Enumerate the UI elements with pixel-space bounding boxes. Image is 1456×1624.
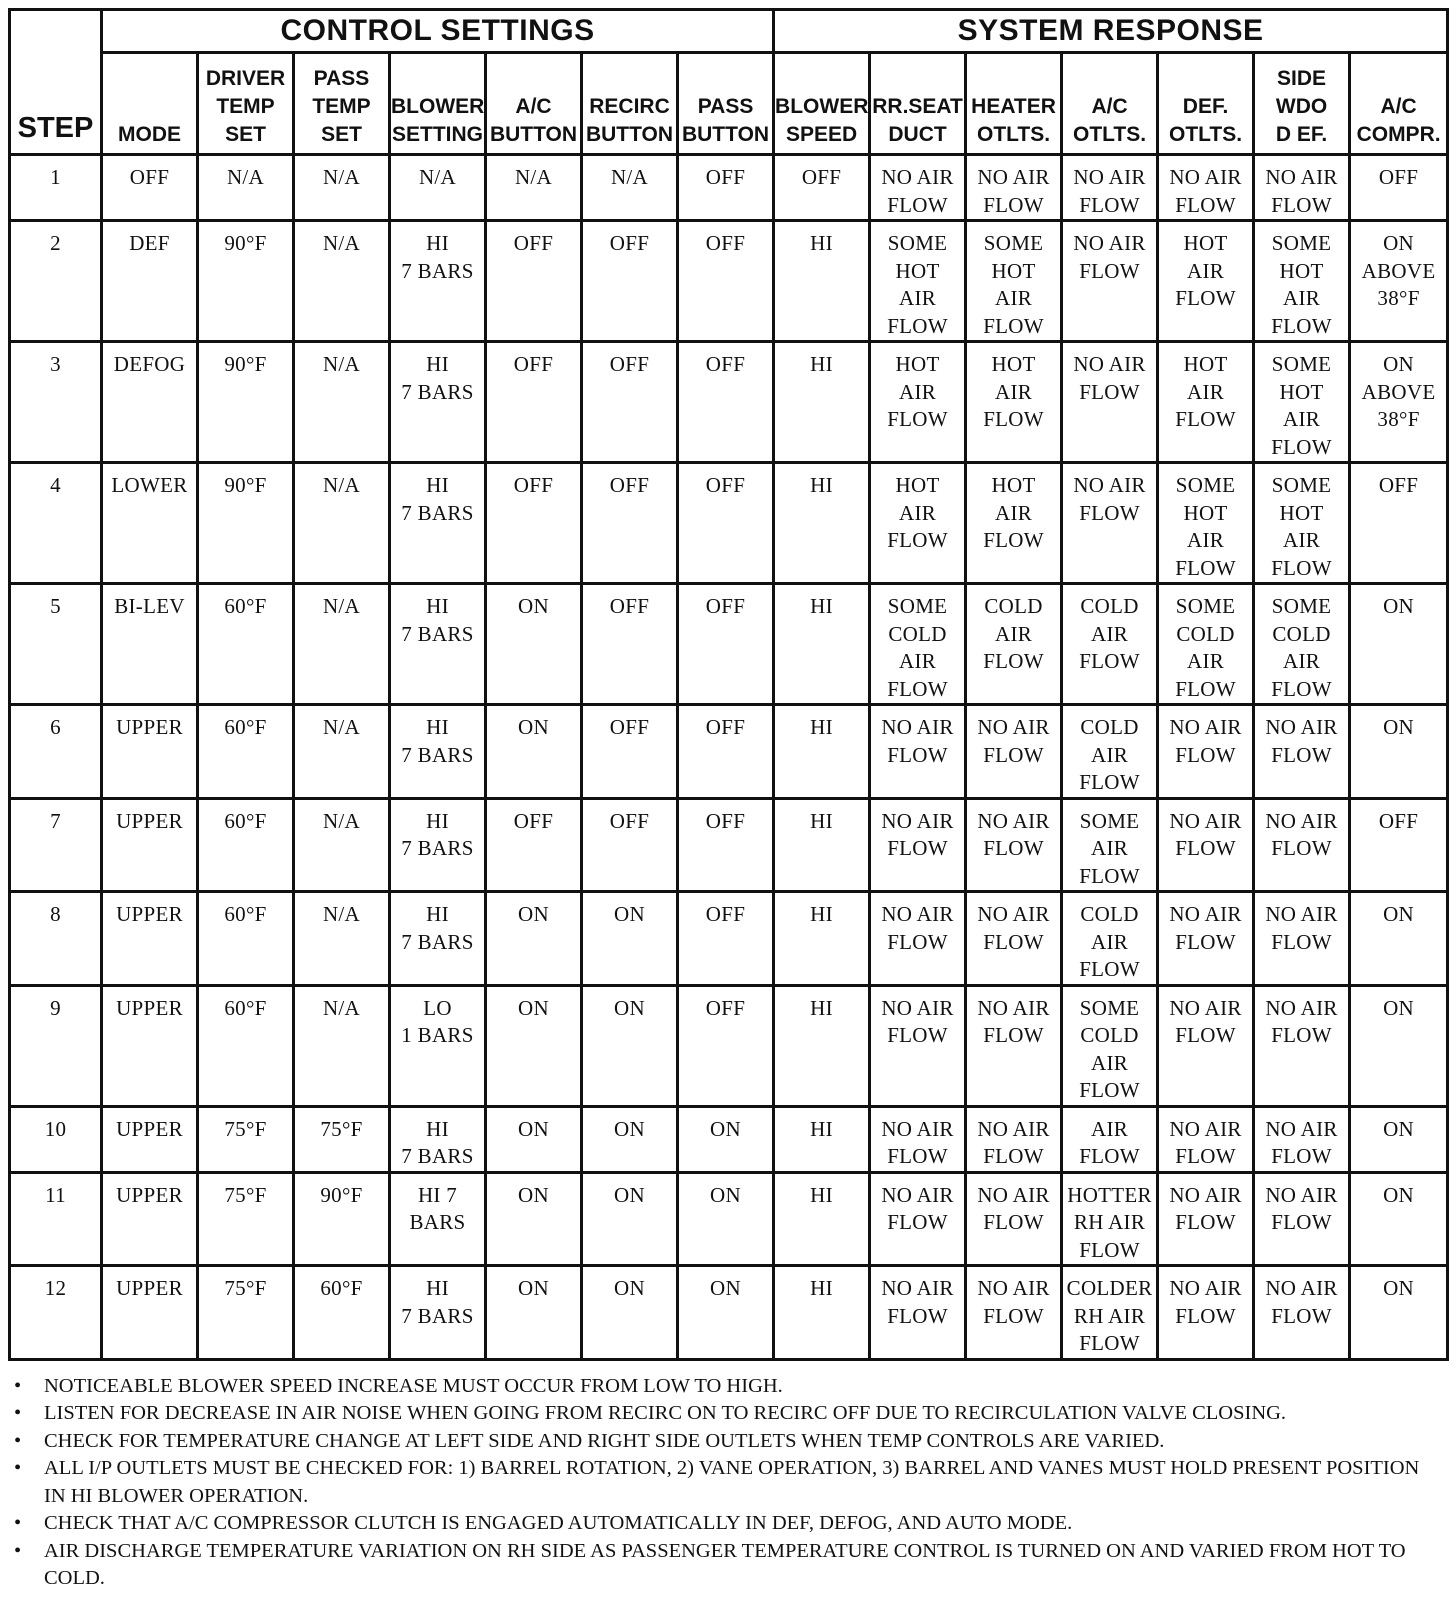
column-header bbox=[198, 53, 294, 155]
table-cell: ON bbox=[678, 1266, 774, 1360]
table-cell: HI bbox=[774, 705, 870, 799]
table-cell: OFF bbox=[678, 342, 774, 463]
table-cell: OFF bbox=[678, 985, 774, 1106]
bullet-icon: • bbox=[14, 1539, 22, 1562]
note-text: AIR DISCHARGE TEMPERATURE VARIATION ON RH SIDE AS PASSENGER TEMPERATURE CONTROL IS TURNED ON AND VARIED FROM HOT TO COLD. bbox=[44, 1539, 1406, 1589]
table-cell: ON bbox=[486, 1266, 582, 1360]
table-cell: HI bbox=[774, 1172, 870, 1266]
table-cell: SOME HOT AIR FLOW bbox=[1254, 463, 1350, 584]
table-cell: OFF bbox=[678, 705, 774, 799]
table-row bbox=[10, 584, 1448, 705]
table-cell: ON bbox=[582, 892, 678, 986]
table-cell: OFF bbox=[102, 155, 198, 221]
table-row bbox=[10, 1106, 1448, 1172]
table-cell: 90°F bbox=[198, 342, 294, 463]
table-cell: NO AIR FLOW bbox=[1254, 705, 1350, 799]
table-cell: COLDER RH AIR FLOW bbox=[1062, 1266, 1158, 1360]
column-header bbox=[1254, 53, 1350, 155]
table-cell: OFF bbox=[486, 798, 582, 892]
table-cell: SOME COLD AIR FLOW bbox=[1254, 584, 1350, 705]
table-cell: HOT AIR FLOW bbox=[870, 463, 966, 584]
table-cell: NO AIR FLOW bbox=[1254, 798, 1350, 892]
table-cell: HI bbox=[774, 463, 870, 584]
step-column-header: STEP bbox=[10, 10, 102, 155]
table-header bbox=[10, 10, 1448, 155]
table-cell: NO AIR FLOW bbox=[1062, 155, 1158, 221]
table-cell: ON bbox=[678, 1106, 774, 1172]
table-cell: NO AIR FLOW bbox=[1158, 1106, 1254, 1172]
table-cell: 60°F bbox=[198, 798, 294, 892]
step-number: 5 bbox=[10, 584, 102, 705]
table-cell: HI bbox=[774, 221, 870, 342]
table-cell: UPPER bbox=[102, 705, 198, 799]
table-cell: UPPER bbox=[102, 1172, 198, 1266]
column-header bbox=[294, 53, 390, 155]
table-row bbox=[10, 798, 1448, 892]
table-cell: OFF bbox=[1350, 798, 1448, 892]
table-cell: NO AIR FLOW bbox=[1158, 985, 1254, 1106]
table-cell: NO AIR FLOW bbox=[870, 155, 966, 221]
table-cell: ON bbox=[486, 1106, 582, 1172]
table-cell: N/A bbox=[198, 155, 294, 221]
table-cell: ON bbox=[486, 985, 582, 1106]
column-header-label: PASS BUTTON bbox=[681, 95, 770, 146]
table-cell: SOME HOT AIR FLOW bbox=[1254, 342, 1350, 463]
table-cell: HOT AIR FLOW bbox=[870, 342, 966, 463]
table-cell: NO AIR FLOW bbox=[1158, 155, 1254, 221]
table-cell: ON bbox=[486, 584, 582, 705]
notes-list bbox=[8, 1373, 1446, 1593]
table-cell: ON bbox=[486, 1172, 582, 1266]
table-cell: UPPER bbox=[102, 1106, 198, 1172]
table-cell: SOME COLD AIR FLOW bbox=[1158, 584, 1254, 705]
table-cell: HOT AIR FLOW bbox=[966, 342, 1062, 463]
table-cell: SOME AIR FLOW bbox=[1062, 798, 1158, 892]
table-cell: DEF bbox=[102, 221, 198, 342]
table-cell: HI bbox=[774, 1266, 870, 1360]
table-cell: NO AIR FLOW bbox=[1062, 221, 1158, 342]
table-cell: HI 7 BARS bbox=[390, 463, 486, 584]
table-cell: HI 7 BARS bbox=[390, 221, 486, 342]
table-cell: NO AIR FLOW bbox=[966, 1106, 1062, 1172]
table-cell: HI bbox=[774, 892, 870, 986]
table-cell: ON bbox=[1350, 705, 1448, 799]
table-cell: NO AIR FLOW bbox=[870, 1266, 966, 1360]
table-cell: N/A bbox=[294, 584, 390, 705]
table-row bbox=[10, 985, 1448, 1106]
table-cell: ON bbox=[582, 1106, 678, 1172]
table-cell: NO AIR FLOW bbox=[966, 155, 1062, 221]
bullet-icon: • bbox=[14, 1402, 22, 1424]
table-cell: ON bbox=[486, 892, 582, 986]
hvac-test-table bbox=[8, 8, 1449, 1361]
table-cell: N/A bbox=[294, 798, 390, 892]
note-text: NOTICEABLE BLOWER SPEED INCREASE MUST OCCUR FROM LOW TO HIGH. bbox=[44, 1374, 783, 1397]
column-header-label: A/C OTLTS. bbox=[1072, 95, 1147, 146]
table-cell: HOT AIR FLOW bbox=[966, 463, 1062, 584]
table-cell: ON bbox=[1350, 1266, 1448, 1360]
table-cell: HI 7 BARS bbox=[390, 1172, 486, 1266]
table-cell: AIR FLOW bbox=[1062, 1106, 1158, 1172]
table-cell: ON ABOVE 38°F bbox=[1350, 221, 1448, 342]
column-header bbox=[1350, 53, 1448, 155]
table-cell: HOTTER RH AIR FLOW bbox=[1062, 1172, 1158, 1266]
table-cell: ON bbox=[486, 705, 582, 799]
note-item bbox=[8, 1510, 1446, 1538]
column-header bbox=[1158, 53, 1254, 155]
table-cell: HI bbox=[774, 1106, 870, 1172]
table-cell: HI bbox=[774, 985, 870, 1106]
table-cell: NO AIR FLOW bbox=[870, 892, 966, 986]
table-cell: UPPER bbox=[102, 985, 198, 1106]
column-header-label: A/C BUTTON bbox=[489, 95, 578, 146]
column-header bbox=[102, 53, 198, 155]
table-cell: OFF bbox=[582, 798, 678, 892]
table-cell: 60°F bbox=[198, 705, 294, 799]
bullet-icon: • bbox=[14, 1457, 22, 1479]
table-cell: N/A bbox=[294, 463, 390, 584]
step-number: 8 bbox=[10, 892, 102, 986]
table-cell: 75°F bbox=[294, 1106, 390, 1172]
table-cell: ON bbox=[582, 1172, 678, 1266]
table-row bbox=[10, 221, 1448, 342]
table-cell: N/A bbox=[390, 155, 486, 221]
table-cell: ON bbox=[1350, 985, 1448, 1106]
column-header bbox=[582, 53, 678, 155]
table-cell: UPPER bbox=[102, 1266, 198, 1360]
table-cell: N/A bbox=[294, 155, 390, 221]
column-header-label: RECIRC BUTTON bbox=[585, 95, 674, 146]
step-number: 4 bbox=[10, 463, 102, 584]
table-cell: 90°F bbox=[198, 463, 294, 584]
column-header-row bbox=[10, 53, 1448, 155]
table-cell: 60°F bbox=[294, 1266, 390, 1360]
table-cell: HOT AIR FLOW bbox=[1158, 221, 1254, 342]
step-number: 6 bbox=[10, 705, 102, 799]
column-header-label: A/C COMPR. bbox=[1356, 95, 1441, 146]
table-cell: OFF bbox=[678, 584, 774, 705]
table-cell: NO AIR FLOW bbox=[1158, 892, 1254, 986]
table-cell: OFF bbox=[1350, 463, 1448, 584]
table-cell: NO AIR FLOW bbox=[1158, 1172, 1254, 1266]
column-header bbox=[1062, 53, 1158, 155]
table-cell: COLD AIR FLOW bbox=[1062, 705, 1158, 799]
table-cell: N/A bbox=[294, 985, 390, 1106]
table-cell: HI bbox=[774, 342, 870, 463]
table-cell: 75°F bbox=[198, 1106, 294, 1172]
table-cell: NO AIR FLOW bbox=[966, 892, 1062, 986]
table-cell: NO AIR FLOW bbox=[1254, 1172, 1350, 1266]
note-item bbox=[8, 1400, 1446, 1428]
note-text: CHECK THAT A/C COMPRESSOR CLUTCH IS ENGAGED AUTOMATICALLY IN DEF, DEFOG, AND AUTO MODE. bbox=[44, 1512, 1073, 1534]
table-cell: 90°F bbox=[198, 221, 294, 342]
table-cell: HI 7 BARS bbox=[390, 798, 486, 892]
table-cell: SOME HOT AIR FLOW bbox=[1254, 221, 1350, 342]
table-cell: OFF bbox=[582, 221, 678, 342]
bullet-icon: • bbox=[14, 1374, 22, 1397]
column-header bbox=[870, 53, 966, 155]
note-text: CHECK FOR TEMPERATURE CHANGE AT LEFT SIDE AND RIGHT SIDE OUTLETS WHEN TEMP CONTROLS ARE VARIED. bbox=[44, 1429, 1165, 1452]
table-cell: OFF bbox=[582, 463, 678, 584]
table-row bbox=[10, 892, 1448, 986]
column-header bbox=[966, 53, 1062, 155]
table-cell: ON ABOVE 38°F bbox=[1350, 342, 1448, 463]
table-cell: HI 7 BARS bbox=[390, 342, 486, 463]
table-cell: ON bbox=[1350, 584, 1448, 705]
table-cell: OFF bbox=[582, 705, 678, 799]
table-cell: SOME HOT AIR FLOW bbox=[870, 221, 966, 342]
control-settings-header: CONTROL SETTINGS bbox=[102, 10, 774, 53]
table-cell: OFF bbox=[678, 463, 774, 584]
table-cell: 60°F bbox=[198, 892, 294, 986]
table-cell: NO AIR FLOW bbox=[1158, 798, 1254, 892]
table-cell: UPPER bbox=[102, 798, 198, 892]
document-page bbox=[8, 8, 1446, 1593]
table-cell: OFF bbox=[486, 342, 582, 463]
table-cell: NO AIR FLOW bbox=[870, 1172, 966, 1266]
table-cell: OFF bbox=[486, 463, 582, 584]
table-cell: COLD AIR FLOW bbox=[1062, 584, 1158, 705]
table-cell: 60°F bbox=[198, 985, 294, 1106]
table-cell: NO AIR FLOW bbox=[966, 1266, 1062, 1360]
table-cell: HI 7 BARS bbox=[390, 584, 486, 705]
step-number: 1 bbox=[10, 155, 102, 221]
column-header-label: RR.SEAT DUCT bbox=[872, 95, 963, 146]
table-cell: OFF bbox=[678, 798, 774, 892]
table-cell: HI 7 BARS bbox=[390, 1266, 486, 1360]
table-cell: OFF bbox=[774, 155, 870, 221]
table-body bbox=[10, 155, 1448, 1360]
note-item bbox=[8, 1455, 1446, 1510]
bullet-icon: • bbox=[14, 1512, 22, 1534]
table-row bbox=[10, 1172, 1448, 1266]
table-cell: SOME COLD AIR FLOW bbox=[1062, 985, 1158, 1106]
table-cell: ON bbox=[1350, 892, 1448, 986]
table-cell: N/A bbox=[294, 342, 390, 463]
step-number: 9 bbox=[10, 985, 102, 1106]
table-cell: SOME COLD AIR FLOW bbox=[870, 584, 966, 705]
column-header-label: BLOWER SETTING bbox=[391, 95, 485, 146]
table-cell: NO AIR FLOW bbox=[1254, 892, 1350, 986]
step-number: 10 bbox=[10, 1106, 102, 1172]
table-cell: NO AIR FLOW bbox=[1254, 985, 1350, 1106]
note-item bbox=[8, 1538, 1446, 1593]
table-cell: UPPER bbox=[102, 892, 198, 986]
table-cell: HI 7 BARS bbox=[390, 705, 486, 799]
table-row bbox=[10, 705, 1448, 799]
table-cell: LOWER bbox=[102, 463, 198, 584]
table-cell: NO AIR FLOW bbox=[1254, 1106, 1350, 1172]
table-cell: ON bbox=[1350, 1106, 1448, 1172]
column-header-label: DEF. OTLTS. bbox=[1168, 95, 1243, 146]
table-cell: 75°F bbox=[198, 1266, 294, 1360]
table-cell: N/A bbox=[294, 892, 390, 986]
table-cell: SOME HOT AIR FLOW bbox=[966, 221, 1062, 342]
table-cell: HI bbox=[774, 584, 870, 705]
table-cell: N/A bbox=[294, 705, 390, 799]
table-cell: 60°F bbox=[198, 584, 294, 705]
bullet-icon: • bbox=[14, 1429, 22, 1452]
table-cell: HI 7 BARS bbox=[390, 1106, 486, 1172]
table-cell: N/A bbox=[294, 221, 390, 342]
note-text: LISTEN FOR DECREASE IN AIR NOISE WHEN GOING FROM RECIRC ON TO RECIRC OFF DUE TO RECIRCULATION VALVE CLOSING. bbox=[44, 1402, 1287, 1424]
table-row bbox=[10, 342, 1448, 463]
table-cell: NO AIR FLOW bbox=[870, 705, 966, 799]
table-cell: OFF bbox=[582, 584, 678, 705]
table-cell: HI bbox=[774, 798, 870, 892]
step-number: 12 bbox=[10, 1266, 102, 1360]
table-cell: NO AIR FLOW bbox=[966, 1172, 1062, 1266]
table-cell: HI 7 BARS bbox=[390, 892, 486, 986]
table-cell: OFF bbox=[486, 221, 582, 342]
table-cell: 75°F bbox=[198, 1172, 294, 1266]
table-row bbox=[10, 155, 1448, 221]
table-cell: OFF bbox=[678, 221, 774, 342]
table-cell: OFF bbox=[678, 892, 774, 986]
column-header-label: BLOWER SPEED bbox=[775, 95, 869, 146]
table-cell: COLD AIR FLOW bbox=[1062, 892, 1158, 986]
table-cell: NO AIR FLOW bbox=[966, 985, 1062, 1106]
column-header bbox=[774, 53, 870, 155]
column-header bbox=[486, 53, 582, 155]
table-cell: NO AIR FLOW bbox=[1062, 463, 1158, 584]
table-cell: HOT AIR FLOW bbox=[1158, 342, 1254, 463]
table-cell: ON bbox=[1350, 1172, 1448, 1266]
step-number: 2 bbox=[10, 221, 102, 342]
table-row bbox=[10, 1266, 1448, 1360]
table-cell: NO AIR FLOW bbox=[1254, 1266, 1350, 1360]
table-cell: N/A bbox=[486, 155, 582, 221]
table-cell: OFF bbox=[678, 155, 774, 221]
table-cell: OFF bbox=[1350, 155, 1448, 221]
table-cell: ON bbox=[582, 985, 678, 1106]
column-header-label: PASS TEMP SET bbox=[312, 67, 371, 146]
column-header bbox=[390, 53, 486, 155]
step-number: 7 bbox=[10, 798, 102, 892]
table-cell: NO AIR FLOW bbox=[870, 985, 966, 1106]
table-cell: NO AIR FLOW bbox=[870, 798, 966, 892]
table-row bbox=[10, 463, 1448, 584]
system-response-header: SYSTEM RESPONSE bbox=[774, 10, 1448, 53]
table-cell: NO AIR FLOW bbox=[1062, 342, 1158, 463]
table-cell: NO AIR FLOW bbox=[1158, 1266, 1254, 1360]
note-item bbox=[8, 1428, 1446, 1456]
table-cell: NO AIR FLOW bbox=[1254, 155, 1350, 221]
table-cell: NO AIR FLOW bbox=[966, 705, 1062, 799]
table-cell: 90°F bbox=[294, 1172, 390, 1266]
step-number: 3 bbox=[10, 342, 102, 463]
table-cell: SOME HOT AIR FLOW bbox=[1158, 463, 1254, 584]
table-cell: LO 1 BARS bbox=[390, 985, 486, 1106]
table-cell: ON bbox=[582, 1266, 678, 1360]
column-header-label: DRIVER TEMP SET bbox=[205, 67, 286, 146]
table-cell: BI-LEV bbox=[102, 584, 198, 705]
column-header-label: SIDE WDO D EF. bbox=[1275, 67, 1328, 146]
table-cell: N/A bbox=[582, 155, 678, 221]
column-header-label: MODE bbox=[118, 123, 181, 146]
table-cell: NO AIR FLOW bbox=[870, 1106, 966, 1172]
table-cell: COLD AIR FLOW bbox=[966, 584, 1062, 705]
table-cell: OFF bbox=[582, 342, 678, 463]
column-header bbox=[678, 53, 774, 155]
step-number: 11 bbox=[10, 1172, 102, 1266]
note-text: ALL I/P OUTLETS MUST BE CHECKED FOR: 1) BARREL ROTATION, 2) VANE OPERATION, 3) BARREL AND VANES MUST HOLD PRESENT POSITION IN HI BLOWER OPERATION. bbox=[44, 1457, 1420, 1507]
table-cell: NO AIR FLOW bbox=[1158, 705, 1254, 799]
table-cell: DEFOG bbox=[102, 342, 198, 463]
column-header-label: HEATER OTLTS. bbox=[971, 95, 1056, 146]
note-item bbox=[8, 1373, 1446, 1401]
table-cell: ON bbox=[678, 1172, 774, 1266]
table-cell: NO AIR FLOW bbox=[966, 798, 1062, 892]
